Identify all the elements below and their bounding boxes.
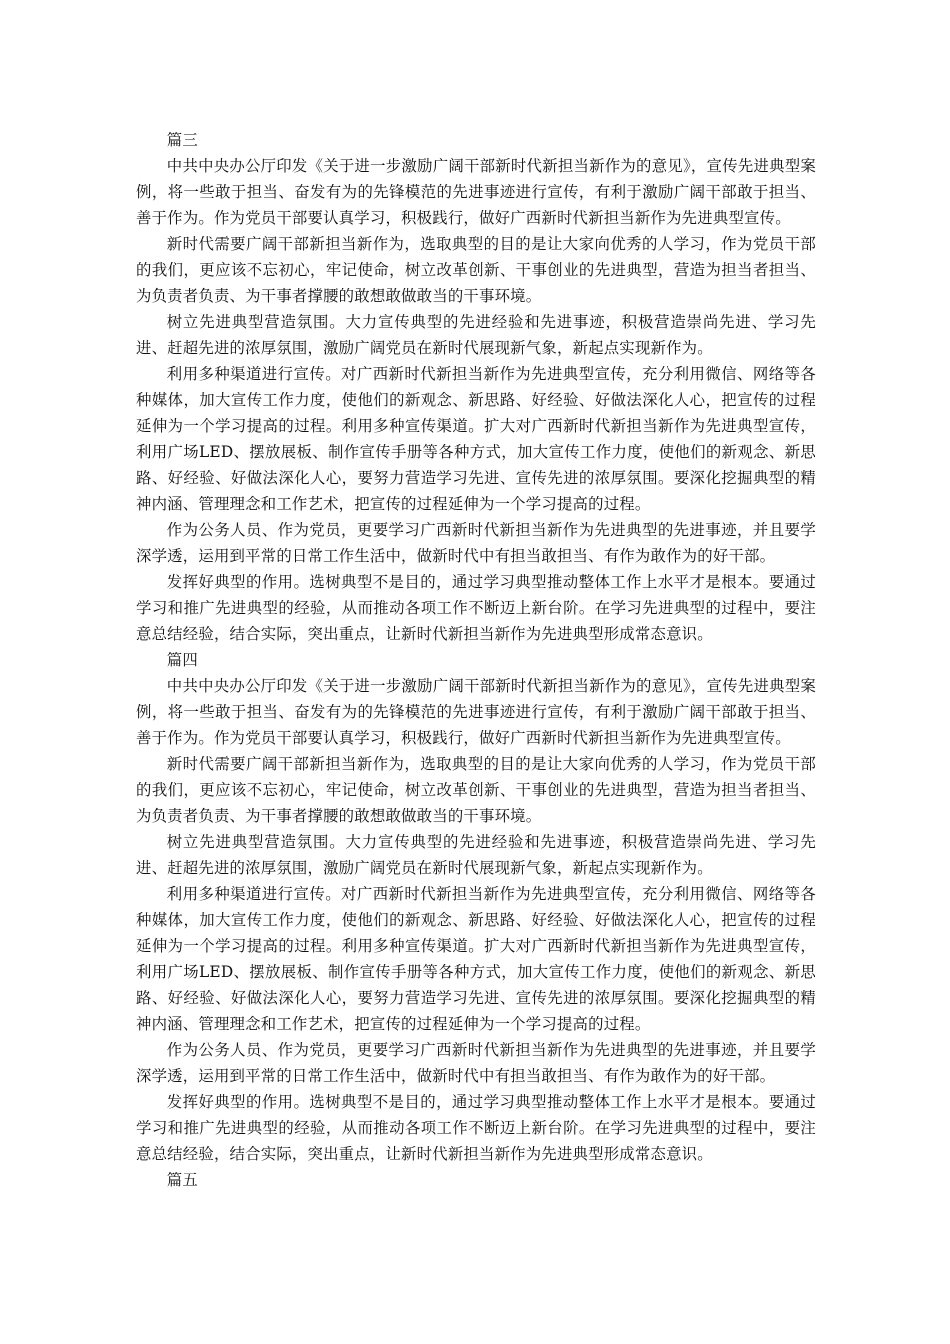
document-page: [136, 127, 816, 1193]
paragraph: 发挥好典型的作用。选树典型不是目的，通过学习典型推动整体工作上水平才是根本。要通过学习和推广先进典型的经验，从而推动各项工作不断迈上新台阶。在学习先进典型的过程中，要注意总结经验，结合实际，突出重点，让新时代新担当新作为先进典型形成常态意识。: [136, 1093, 816, 1163]
paragraph: 作为公务人员、作为党员，更要学习广西新时代新担当新作为先进典型的先进事迹，并且要学深学透，运用到平常的日常工作生活中，做新时代中有担当敢担当、有作为敢作为的好干部。: [136, 1041, 816, 1085]
section-heading-5: 篇五: [166, 1171, 198, 1189]
paragraph: 利用多种渠道进行宣传。对广西新时代新担当新作为先进典型宣传，充分利用微信、网络等各种媒体，加大宣传工作力度，使他们的新观念、新思路、好经验、好做法深化人心，把宣传的过程延伸为一个学习提高的过程。利用多种宣传渠道。扩大对广西新时代新担当新作为先进典型宣传，利用广场LED、摆放展板、制作宣传手册等各种方式，加大宣传工作力度，使他们的新观念、新思路、好经验、好做法深化人心，要努力营造学习先进、宣传先进的浓厚氛围。要深化挖掘典型的精神内涵、管理理念和工作艺术，把宣传的过程延伸为一个学习提高的过程。: [136, 365, 816, 513]
paragraph: 中共中央办公厅印发《关于进一步激励广阔干部新时代新担当新作为的意见》，宣传先进典型案例，将一些敢于担当、奋发有为的先锋模范的先进事迹进行宣传，有利于激励广阔干部敢于担当、善于作为。作为党员干部要认真学习，积极践行，做好广西新时代新担当新作为先进典型宣传。: [136, 157, 816, 227]
paragraph: 树立先进典型营造氛围。大力宣传典型的先进经验和先进事迹，积极营造崇尚先进、学习先进、赶超先进的浓厚氛围，激励广阔党员在新时代展现新气象，新起点实现新作为。: [136, 313, 816, 357]
section-heading-4: 篇四: [166, 651, 198, 669]
paragraph: 新时代需要广阔干部新担当新作为，选取典型的目的是让大家向优秀的人学习，作为党员干部的我们，更应该不忘初心，牢记使命，树立改革创新、干事创业的先进典型，营造为担当者担当、为负责者负责、为干事者撑腰的敢想敢做敢当的干事环境。: [136, 235, 816, 305]
paragraph: 树立先进典型营造氛围。大力宣传典型的先进经验和先进事迹，积极营造崇尚先进、学习先进、赶超先进的浓厚氛围，激励广阔党员在新时代展现新气象，新起点实现新作为。: [136, 833, 816, 877]
paragraph: 发挥好典型的作用。选树典型不是目的，通过学习典型推动整体工作上水平才是根本。要通过学习和推广先进典型的经验，从而推动各项工作不断迈上新台阶。在学习先进典型的过程中，要注意总结经验，结合实际，突出重点，让新时代新担当新作为先进典型形成常态意识。: [136, 573, 816, 643]
paragraph: 利用多种渠道进行宣传。对广西新时代新担当新作为先进典型宣传，充分利用微信、网络等各种媒体，加大宣传工作力度，使他们的新观念、新思路、好经验、好做法深化人心，把宣传的过程延伸为一个学习提高的过程。利用多种宣传渠道。扩大对广西新时代新担当新作为先进典型宣传，利用广场LED、摆放展板、制作宣传手册等各种方式，加大宣传工作力度，使他们的新观念、新思路、好经验、好做法深化人心，要努力营造学习先进、宣传先进的浓厚氛围。要深化挖掘典型的精神内涵、管理理念和工作艺术，把宣传的过程延伸为一个学习提高的过程。: [136, 885, 816, 1033]
section-heading-3: 篇三: [166, 131, 198, 149]
paragraph: 中共中央办公厅印发《关于进一步激励广阔干部新时代新担当新作为的意见》，宣传先进典型案例，将一些敢于担当、奋发有为的先锋模范的先进事迹进行宣传，有利于激励广阔干部敢于担当、善于作为。作为党员干部要认真学习，积极践行，做好广西新时代新担当新作为先进典型宣传。: [136, 677, 816, 747]
paragraph: 作为公务人员、作为党员，更要学习广西新时代新担当新作为先进典型的先进事迹，并且要学深学透，运用到平常的日常工作生活中，做新时代中有担当敢担当、有作为敢作为的好干部。: [136, 521, 816, 565]
paragraph: 新时代需要广阔干部新担当新作为，选取典型的目的是让大家向优秀的人学习，作为党员干部的我们，更应该不忘初心，牢记使命，树立改革创新、干事创业的先进典型，营造为担当者担当、为负责者负责、为干事者撑腰的敢想敢做敢当的干事环境。: [136, 755, 816, 825]
